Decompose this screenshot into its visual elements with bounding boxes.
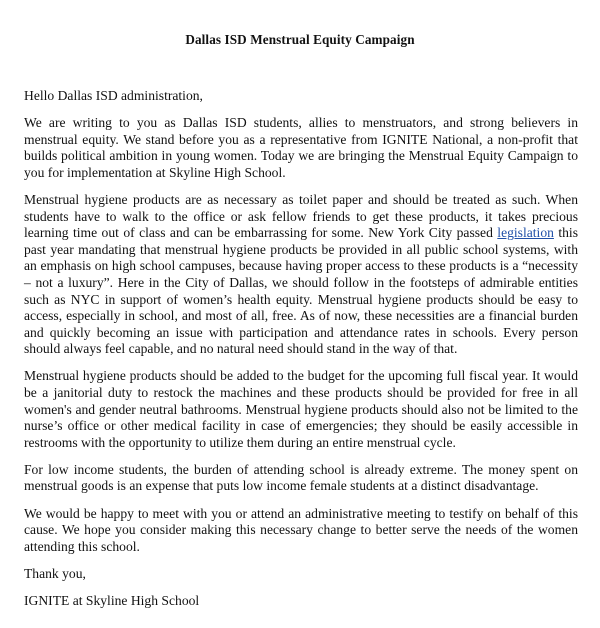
paragraph-budget: Menstrual hygiene products should be added to the budget for the upcoming full fiscal year. It would be a janitorial duty to restock the machines and these products should be provided for free in all women's and gender neutral bathrooms. Menstrual hygiene products should also not be limited to the nurse’s office or other medical facility in case of emergencies; they should be easily accessible in restrooms with the opportunity to utilize them during an entire menstrual cycle. xyxy=(24,368,578,450)
paragraph-necessity-text-end: this past year mandating that menstrual hygiene products be provided in all public school systems, with an emphasis on high school campuses, because having proper access to these products is a “necessity – not a luxury”. Here in the City of Dallas, we should follow in the footsteps of admirable entities such as NYC in support of women’s health equity. Menstrual hygiene products should be easy to access, especially in school, and most of all, free. As of now, these necessities are a financial burden and quickly becoming an issue with participation and attendance rates in schools. Every person should always feel capable, and no natural need should stand in the way of that. xyxy=(24,225,578,357)
paragraph-necessity-text-start: Menstrual hygiene products are as necessary as toilet paper and should be treated as such. When students have to walk to the office or ask fellow friends to get these products, it takes precious learning time out of class and can be embarrassing for some. New York City passed xyxy=(24,191,578,241)
paragraph-intro: We are writing to you as Dallas ISD students, allies to menstruators, and strong believers in menstrual equity. We stand before you as a representative from IGNITE National, a non-profit that builds political ambition in young women. Today we are bringing the Menstrual Equity Campaign to you for implementation at Skyline High School. xyxy=(24,115,578,180)
paragraph-necessity xyxy=(24,192,578,358)
paragraph-low-income: For low income students, the burden of attending school is already extreme. The money spent on menstrual goods is an expense that puts low income female students at a distinct disadvantage. xyxy=(24,461,578,494)
closing: Thank you, xyxy=(24,565,86,581)
greeting: Hello Dallas ISD administration, xyxy=(24,88,203,103)
legislation-link[interactable]: legislation xyxy=(497,225,554,241)
paragraph-meeting: We would be happy to meet with you or attend an administrative meeting to testify on behalf of this cause. We hope you consider making this necessary change to better serve the needs of the women attending this school. xyxy=(24,505,578,554)
signature: IGNITE at Skyline High School xyxy=(24,592,200,608)
letter-body xyxy=(24,88,578,620)
document-title: Dallas ISD Menstrual Equity Campaign xyxy=(185,32,415,47)
